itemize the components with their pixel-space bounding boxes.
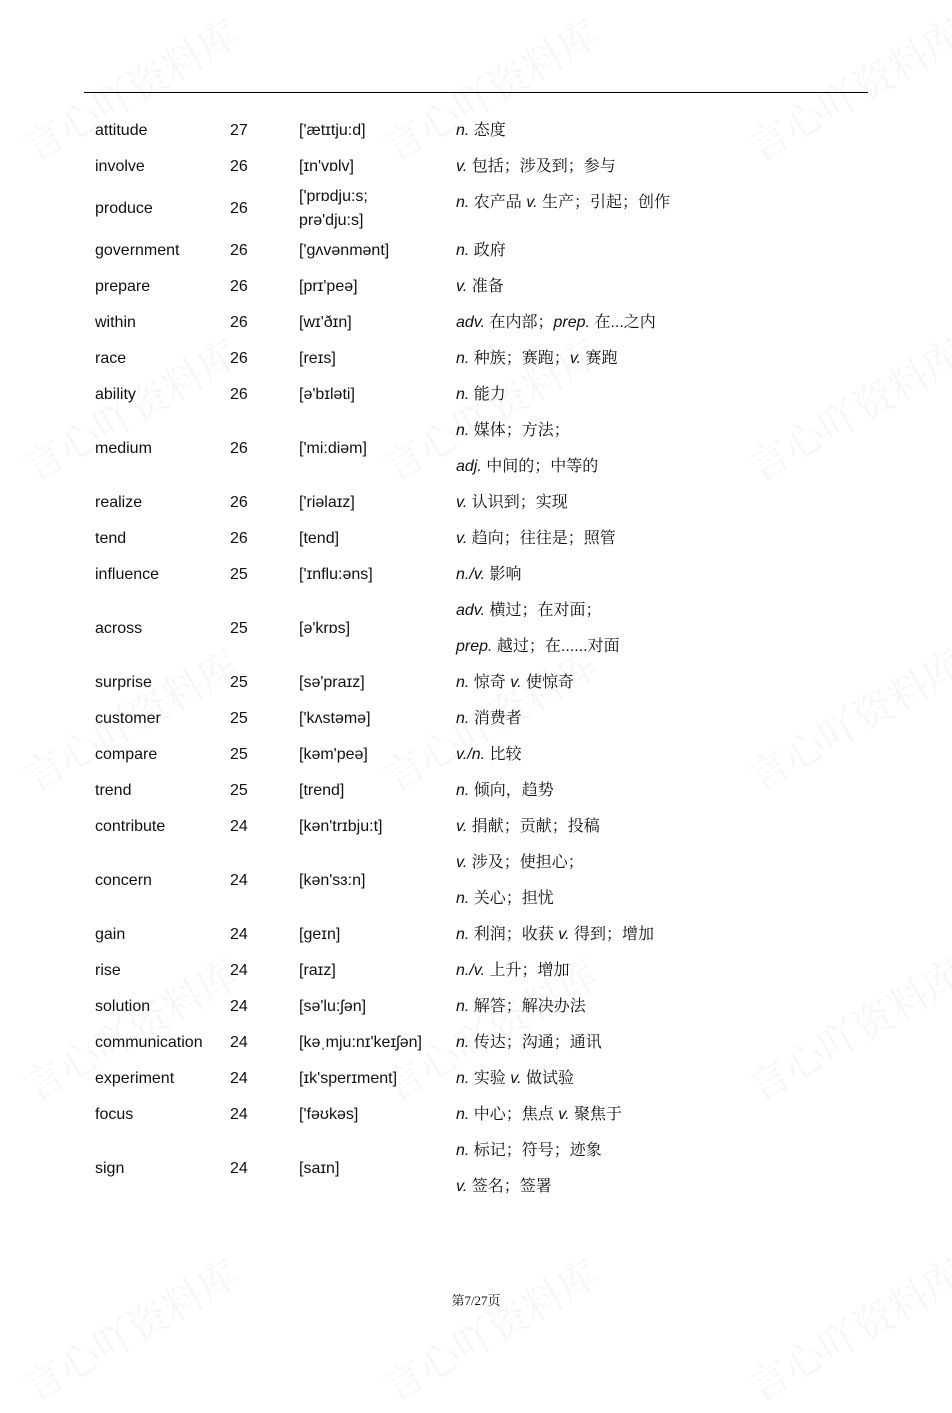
part-of-speech: prep. <box>456 638 493 655</box>
definition-line <box>456 593 855 629</box>
definition-line <box>456 989 855 1025</box>
phonetic-cell <box>299 1031 456 1055</box>
phonetic-cell <box>299 119 456 143</box>
definition-cell <box>456 1097 855 1133</box>
frequency-cell: 26 <box>230 386 248 403</box>
table-row <box>95 809 855 845</box>
phonetic-cell <box>299 743 456 767</box>
definition-line <box>456 521 855 557</box>
part-of-speech: v./n. <box>456 746 486 763</box>
meaning: 中心；焦点 <box>473 1106 559 1123</box>
word-cell: gain <box>95 926 126 943</box>
meaning: 聚焦于 <box>573 1106 622 1123</box>
frequency-cell: 24 <box>230 998 248 1015</box>
phonetic-line: ['kʌstəmə] <box>299 710 371 727</box>
table-row <box>95 305 855 341</box>
definition-line <box>456 1133 855 1169</box>
definition-line <box>456 1025 855 1061</box>
phonetic-line: [prɪ'peə] <box>299 278 358 295</box>
frequency-cell: 25 <box>230 674 248 691</box>
definition-cell <box>456 593 855 665</box>
phonetic-line: [ɪn'vɒlv] <box>299 158 354 175</box>
phonetic-cell <box>299 707 456 731</box>
frequency-cell: 25 <box>230 620 248 637</box>
meaning: 上升；增加 <box>489 962 570 979</box>
phonetic-line: ['riəlaɪz] <box>299 494 355 511</box>
frequency-cell: 24 <box>230 1160 248 1177</box>
part-of-speech: n. <box>456 1142 470 1159</box>
phonetic-line: ['fəʊkəs] <box>299 1106 359 1123</box>
meaning: 中间的；中等的 <box>486 458 599 475</box>
part-of-speech: adv. <box>456 314 486 331</box>
definition-line <box>456 773 855 809</box>
frequency-cell: 24 <box>230 1034 248 1051</box>
phonetic-cell <box>299 185 456 233</box>
page-number: 第7/27页 <box>451 1293 501 1308</box>
frequency-cell: 24 <box>230 872 248 889</box>
definition-line <box>456 485 855 521</box>
word-cell: government <box>95 242 180 259</box>
meaning: 消费者 <box>473 710 522 727</box>
word-cell: tend <box>95 530 127 547</box>
table-row <box>95 773 855 809</box>
table-row <box>95 233 855 269</box>
meaning: 包括；涉及到；参与 <box>471 158 616 175</box>
word-cell: customer <box>95 710 161 727</box>
part-of-speech: n./v. <box>456 962 486 979</box>
definition-line <box>456 113 855 149</box>
part-of-speech: v. <box>456 818 468 835</box>
table-row <box>95 845 855 917</box>
frequency-cell: 27 <box>230 122 248 139</box>
meaning: 涉及；使担心； <box>471 854 584 871</box>
meaning: 农产品 <box>473 194 527 211</box>
frequency-cell: 26 <box>230 158 248 175</box>
part-of-speech: v. <box>456 530 468 547</box>
table-row <box>95 1097 855 1133</box>
phonetic-cell <box>299 437 456 461</box>
definition-cell <box>456 701 855 737</box>
definition-line <box>456 449 855 485</box>
word-cell: concern <box>95 872 152 889</box>
phonetic-line: [raɪz] <box>299 962 336 979</box>
definition-line <box>456 149 855 185</box>
meaning: 得到；增加 <box>573 926 654 943</box>
phonetic-cell <box>299 995 456 1019</box>
phonetic-line: [reɪs] <box>299 350 336 367</box>
word-cell: sign <box>95 1160 125 1177</box>
phonetic-cell <box>299 239 456 263</box>
word-cell: contribute <box>95 818 166 835</box>
table-row <box>95 1025 855 1061</box>
phonetic-line: [kən'trɪbju:t] <box>299 818 383 835</box>
definition-line <box>456 917 855 953</box>
word-cell: attitude <box>95 122 148 139</box>
phonetic-line: ['ætɪtju:d] <box>299 122 366 139</box>
part-of-speech: n. <box>456 890 470 907</box>
meaning: 赛跑 <box>585 350 618 367</box>
part-of-speech: n. <box>456 674 470 691</box>
meaning: 影响 <box>489 566 522 583</box>
phonetic-cell <box>299 155 456 179</box>
word-cell: solution <box>95 998 151 1015</box>
meaning: 横过；在对面； <box>489 602 602 619</box>
part-of-speech: n. <box>456 1034 470 1051</box>
part-of-speech: v. <box>456 1178 468 1195</box>
frequency-cell: 24 <box>230 962 248 979</box>
meaning: 准备 <box>471 278 504 295</box>
part-of-speech: v. <box>569 350 582 367</box>
header-rule <box>84 92 868 93</box>
table-row <box>95 269 855 305</box>
part-of-speech: n. <box>456 350 470 367</box>
meaning: 政府 <box>473 242 506 259</box>
table-row <box>95 521 855 557</box>
definition-cell <box>456 305 855 341</box>
table-row <box>95 377 855 413</box>
meaning: 惊奇 <box>473 674 511 691</box>
word-cell: ability <box>95 386 136 403</box>
vocabulary-table <box>95 113 855 1205</box>
frequency-cell: 24 <box>230 926 248 943</box>
definition-cell <box>456 341 855 377</box>
meaning: 趋向；往往是；照管 <box>471 530 616 547</box>
definition-cell <box>456 185 855 221</box>
watermark-text <box>372 1244 608 1413</box>
phonetic-cell <box>299 671 456 695</box>
frequency-cell: 26 <box>230 278 248 295</box>
frequency-cell: 26 <box>230 314 248 331</box>
definition-cell <box>456 149 855 185</box>
definition-line <box>456 305 855 341</box>
part-of-speech: adv. <box>456 602 486 619</box>
table-row <box>95 917 855 953</box>
frequency-cell: 26 <box>230 494 248 511</box>
part-of-speech: n. <box>456 782 470 799</box>
meaning: 做试验 <box>525 1070 574 1087</box>
phonetic-line: ['gʌvənmənt] <box>299 242 390 259</box>
phonetic-cell <box>299 491 456 515</box>
part-of-speech: v. <box>456 854 468 871</box>
part-of-speech: adj. <box>456 458 482 475</box>
word-cell: across <box>95 620 143 637</box>
frequency-cell: 26 <box>230 242 248 259</box>
part-of-speech: v. <box>526 194 538 211</box>
meaning: 解答；解决办法 <box>473 998 586 1015</box>
word-cell: prepare <box>95 278 151 295</box>
part-of-speech: v. <box>510 1070 522 1087</box>
definition-cell <box>456 845 855 917</box>
definition-cell <box>456 377 855 413</box>
meaning: 态度 <box>473 122 506 139</box>
definition-cell <box>456 113 855 149</box>
part-of-speech: n. <box>456 422 470 439</box>
frequency-cell: 25 <box>230 746 248 763</box>
part-of-speech: n. <box>456 122 470 139</box>
definition-cell <box>456 1061 855 1097</box>
phonetic-cell <box>299 563 456 587</box>
definition-line <box>456 845 855 881</box>
meaning: 在内部； <box>489 314 554 331</box>
phonetic-line: [sə'praɪz] <box>299 674 365 691</box>
definition-cell <box>456 773 855 809</box>
table-row <box>95 989 855 1025</box>
definition-line <box>456 1169 855 1205</box>
part-of-speech: v. <box>510 674 522 691</box>
phonetic-line: [sə'lu:ʃən] <box>299 998 367 1015</box>
meaning: 签名；签署 <box>471 1178 552 1195</box>
definition-line <box>456 185 855 221</box>
meaning: 越过；在......对面 <box>496 638 620 655</box>
definition-cell <box>456 1025 855 1061</box>
definition-cell <box>456 521 855 557</box>
frequency-cell: 24 <box>230 818 248 835</box>
definition-cell <box>456 269 855 305</box>
word-cell: trend <box>95 782 132 799</box>
meaning: 比较 <box>489 746 522 763</box>
phonetic-cell <box>299 347 456 371</box>
word-cell: race <box>95 350 127 367</box>
word-cell: realize <box>95 494 143 511</box>
table-row <box>95 665 855 701</box>
definition-cell <box>456 989 855 1025</box>
part-of-speech: prep. <box>553 314 590 331</box>
definition-cell <box>456 737 855 773</box>
table-row <box>95 113 855 149</box>
definition-line <box>456 953 855 989</box>
meaning: 倾向，趋势 <box>473 782 554 799</box>
meaning: 种族；赛跑； <box>473 350 570 367</box>
meaning: 使惊奇 <box>525 674 574 691</box>
table-row <box>95 485 855 521</box>
meaning: 能力 <box>473 386 506 403</box>
phonetic-line: ['ɪnflu:əns] <box>299 566 373 583</box>
meaning: 媒体；方法； <box>473 422 570 439</box>
table-row <box>95 737 855 773</box>
word-cell: rise <box>95 962 121 979</box>
table-row <box>95 341 855 377</box>
meaning: 认识到；实现 <box>471 494 568 511</box>
definition-cell <box>456 953 855 989</box>
phonetic-line: [wɪ'ðɪn] <box>299 314 352 331</box>
watermark-text <box>12 1244 248 1413</box>
table-row <box>95 149 855 185</box>
phonetic-cell <box>299 779 456 803</box>
phonetic-line: [ə'krɒs] <box>299 620 351 637</box>
definition-line <box>456 737 855 773</box>
word-cell: surprise <box>95 674 152 691</box>
meaning: 生产；引起；创作 <box>541 194 670 211</box>
table-row <box>95 413 855 485</box>
meaning: 在...之内 <box>594 314 656 331</box>
frequency-cell: 26 <box>230 350 248 367</box>
frequency-cell: 24 <box>230 1070 248 1087</box>
phonetic-line: ['prɒdju:s; <box>299 188 368 205</box>
meaning: 传达；沟通；通讯 <box>473 1034 602 1051</box>
part-of-speech: n. <box>456 194 470 211</box>
phonetic-line: [ɪk'sperɪment] <box>299 1070 398 1087</box>
part-of-speech: v. <box>456 158 468 175</box>
phonetic-line: [saɪn] <box>299 1160 340 1177</box>
phonetic-cell <box>299 959 456 983</box>
frequency-cell: 26 <box>230 530 248 547</box>
word-cell: compare <box>95 746 158 763</box>
phonetic-line: [kəˌmju:nɪ'keɪʃən] <box>299 1034 422 1051</box>
part-of-speech: v. <box>456 278 468 295</box>
phonetic-line: [kəm'peə] <box>299 746 368 763</box>
phonetic-line: prə'dju:s] <box>299 212 364 229</box>
table-row <box>95 1061 855 1097</box>
definition-line <box>456 557 855 593</box>
phonetic-cell <box>299 617 456 641</box>
meaning: 利润；收获 <box>473 926 559 943</box>
part-of-speech: n./v. <box>456 566 486 583</box>
phonetic-cell <box>299 311 456 335</box>
frequency-cell: 26 <box>230 440 248 457</box>
word-cell: communication <box>95 1034 203 1051</box>
phonetic-cell <box>299 815 456 839</box>
phonetic-line: [trend] <box>299 782 345 799</box>
phonetic-line: [geɪn] <box>299 926 341 943</box>
part-of-speech: v. <box>558 926 570 943</box>
phonetic-cell <box>299 1157 456 1181</box>
phonetic-cell <box>299 383 456 407</box>
definition-cell <box>456 665 855 701</box>
definition-line <box>456 233 855 269</box>
phonetic-cell <box>299 1103 456 1127</box>
part-of-speech: n. <box>456 998 470 1015</box>
part-of-speech: n. <box>456 926 470 943</box>
definition-line <box>456 665 855 701</box>
table-row <box>95 953 855 989</box>
phonetic-line: ['mi:diəm] <box>299 440 367 457</box>
phonetic-cell <box>299 923 456 947</box>
definition-line <box>456 809 855 845</box>
phonetic-line: [kən'sɜ:n] <box>299 872 366 889</box>
word-cell: experiment <box>95 1070 175 1087</box>
table-row <box>95 593 855 665</box>
phonetic-cell <box>299 275 456 299</box>
phonetic-cell <box>299 869 456 893</box>
frequency-cell: 25 <box>230 782 248 799</box>
word-cell: influence <box>95 566 160 583</box>
frequency-cell: 26 <box>230 200 248 217</box>
table-row <box>95 701 855 737</box>
phonetic-cell <box>299 1067 456 1091</box>
definition-line <box>456 377 855 413</box>
watermark-text <box>737 1244 952 1413</box>
definition-cell <box>456 1133 855 1205</box>
part-of-speech: n. <box>456 386 470 403</box>
definition-cell <box>456 557 855 593</box>
word-cell: within <box>95 314 136 331</box>
part-of-speech: v. <box>558 1106 570 1123</box>
part-of-speech: v. <box>456 494 468 511</box>
frequency-cell: 25 <box>230 710 248 727</box>
definition-cell <box>456 233 855 269</box>
definition-cell <box>456 809 855 845</box>
meaning: 捐献；贡献；投稿 <box>471 818 600 835</box>
frequency-cell: 24 <box>230 1106 248 1123</box>
definition-line <box>456 413 855 449</box>
definition-line <box>456 341 855 377</box>
frequency-cell: 25 <box>230 566 248 583</box>
meaning: 标记；符号；迹象 <box>473 1142 602 1159</box>
definition-line <box>456 629 855 665</box>
word-cell: produce <box>95 200 153 217</box>
word-cell: focus <box>95 1106 134 1123</box>
part-of-speech: n. <box>456 710 470 727</box>
definition-line <box>456 881 855 917</box>
definition-line <box>456 1061 855 1097</box>
phonetic-line: [tend] <box>299 530 340 547</box>
phonetic-cell <box>299 527 456 551</box>
meaning: 实验 <box>473 1070 511 1087</box>
definition-line <box>456 701 855 737</box>
table-row <box>95 185 855 233</box>
part-of-speech: n. <box>456 1106 470 1123</box>
part-of-speech: n. <box>456 1070 470 1087</box>
definition-cell <box>456 917 855 953</box>
definition-cell <box>456 485 855 521</box>
word-cell: involve <box>95 158 145 175</box>
table-row <box>95 557 855 593</box>
definition-line <box>456 269 855 305</box>
table-row <box>95 1133 855 1205</box>
phonetic-line: [ə'bɪləti] <box>299 386 355 403</box>
word-cell: medium <box>95 440 152 457</box>
meaning: 关心；担忧 <box>473 890 554 907</box>
part-of-speech: n. <box>456 242 470 259</box>
definition-cell <box>456 413 855 485</box>
definition-line <box>456 1097 855 1133</box>
